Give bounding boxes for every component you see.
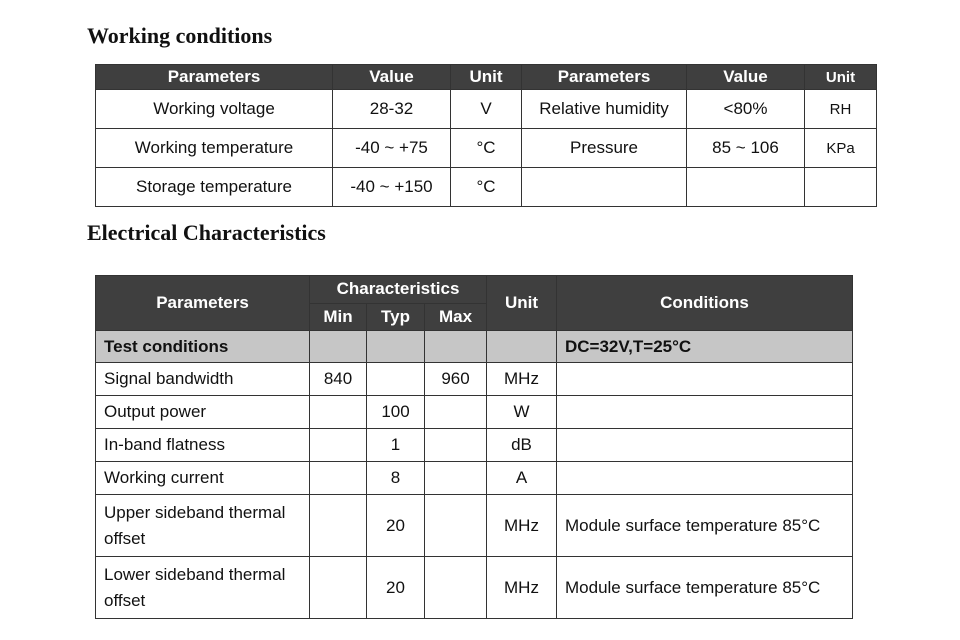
table-cell bbox=[367, 363, 425, 396]
table-cell bbox=[805, 168, 877, 207]
table-row bbox=[96, 557, 853, 619]
column-header: Value bbox=[687, 65, 805, 90]
table-cell: Working current bbox=[96, 462, 310, 495]
table-cell: MHz bbox=[487, 557, 557, 619]
table-cell: 840 bbox=[310, 363, 367, 396]
column-header: Parameters bbox=[96, 65, 333, 90]
table-cell: -40 ~ +75 bbox=[333, 129, 451, 168]
table-cell bbox=[425, 495, 487, 557]
table-cell bbox=[687, 168, 805, 207]
table-cell: DC=32V,T=25°C bbox=[557, 331, 853, 363]
table-row bbox=[96, 396, 853, 429]
table-cell: Working voltage bbox=[96, 90, 333, 129]
table-cell bbox=[425, 331, 487, 363]
table-cell bbox=[310, 462, 367, 495]
table-cell: Signal bandwidth bbox=[96, 363, 310, 396]
table-cell bbox=[425, 396, 487, 429]
table-cell: Test conditions bbox=[96, 331, 310, 363]
electrical-characteristics-title: Electrical Characteristics bbox=[87, 220, 326, 245]
table-cell bbox=[425, 429, 487, 462]
table-header-row bbox=[96, 65, 877, 90]
table-cell bbox=[557, 396, 853, 429]
table-cell: Relative humidity bbox=[522, 90, 687, 129]
table-cell: Output power bbox=[96, 396, 310, 429]
table-cell: Upper sideband thermal offset bbox=[96, 495, 310, 557]
column-header: Min bbox=[310, 303, 367, 331]
column-header: Typ bbox=[367, 303, 425, 331]
table-cell: 85 ~ 106 bbox=[687, 129, 805, 168]
table-cell: 28-32 bbox=[333, 90, 451, 129]
table-cell bbox=[310, 396, 367, 429]
column-header: Unit bbox=[451, 65, 522, 90]
table-cell bbox=[310, 495, 367, 557]
table-cell: -40 ~ +150 bbox=[333, 168, 451, 207]
table-header-row bbox=[96, 276, 853, 304]
column-header: Unit bbox=[487, 276, 557, 331]
test-conditions-row bbox=[96, 331, 853, 363]
table-cell: °C bbox=[451, 168, 522, 207]
table-cell: V bbox=[451, 90, 522, 129]
table-cell: Working temperature bbox=[96, 129, 333, 168]
table-cell: MHz bbox=[487, 363, 557, 396]
table-row bbox=[96, 90, 877, 129]
table-cell bbox=[557, 429, 853, 462]
table-cell: Module surface temperature 85°C bbox=[557, 495, 853, 557]
table-cell: Pressure bbox=[522, 129, 687, 168]
column-header: Unit bbox=[805, 65, 877, 90]
table-cell: In-band flatness bbox=[96, 429, 310, 462]
table-cell: °C bbox=[451, 129, 522, 168]
table-cell: RH bbox=[805, 90, 877, 129]
table-cell bbox=[310, 557, 367, 619]
working-conditions-title: Working conditions bbox=[87, 23, 273, 48]
table-cell: 100 bbox=[367, 396, 425, 429]
table-cell: MHz bbox=[487, 495, 557, 557]
table-row bbox=[96, 168, 877, 207]
table-cell: A bbox=[487, 462, 557, 495]
table-row bbox=[96, 429, 853, 462]
table-cell: Module surface temperature 85°C bbox=[557, 557, 853, 619]
table-cell: W bbox=[487, 396, 557, 429]
column-header: Parameters bbox=[522, 65, 687, 90]
table-row bbox=[96, 363, 853, 396]
table-cell: Lower sideband thermal offset bbox=[96, 557, 310, 619]
column-header: Value bbox=[333, 65, 451, 90]
table-cell bbox=[425, 462, 487, 495]
table-cell bbox=[367, 331, 425, 363]
table-cell: dB bbox=[487, 429, 557, 462]
table-cell bbox=[310, 429, 367, 462]
table-cell: 8 bbox=[367, 462, 425, 495]
table-cell: 960 bbox=[425, 363, 487, 396]
table-cell: 1 bbox=[367, 429, 425, 462]
working-conditions-table bbox=[95, 64, 877, 207]
table-cell: <80% bbox=[687, 90, 805, 129]
column-header: Conditions bbox=[557, 276, 853, 331]
table-cell: KPa bbox=[805, 129, 877, 168]
column-header: Max bbox=[425, 303, 487, 331]
table-cell bbox=[310, 331, 367, 363]
table-cell: 20 bbox=[367, 557, 425, 619]
table-row bbox=[96, 495, 853, 557]
column-header: Parameters bbox=[96, 276, 310, 331]
table-cell bbox=[522, 168, 687, 207]
table-cell: Storage temperature bbox=[96, 168, 333, 207]
table-cell bbox=[557, 462, 853, 495]
table-row bbox=[96, 129, 877, 168]
table-cell bbox=[425, 557, 487, 619]
column-header: Characteristics bbox=[310, 276, 487, 304]
electrical-characteristics-table bbox=[95, 275, 853, 619]
table-cell bbox=[557, 363, 853, 396]
table-cell: 20 bbox=[367, 495, 425, 557]
table-cell bbox=[487, 331, 557, 363]
table-row bbox=[96, 462, 853, 495]
